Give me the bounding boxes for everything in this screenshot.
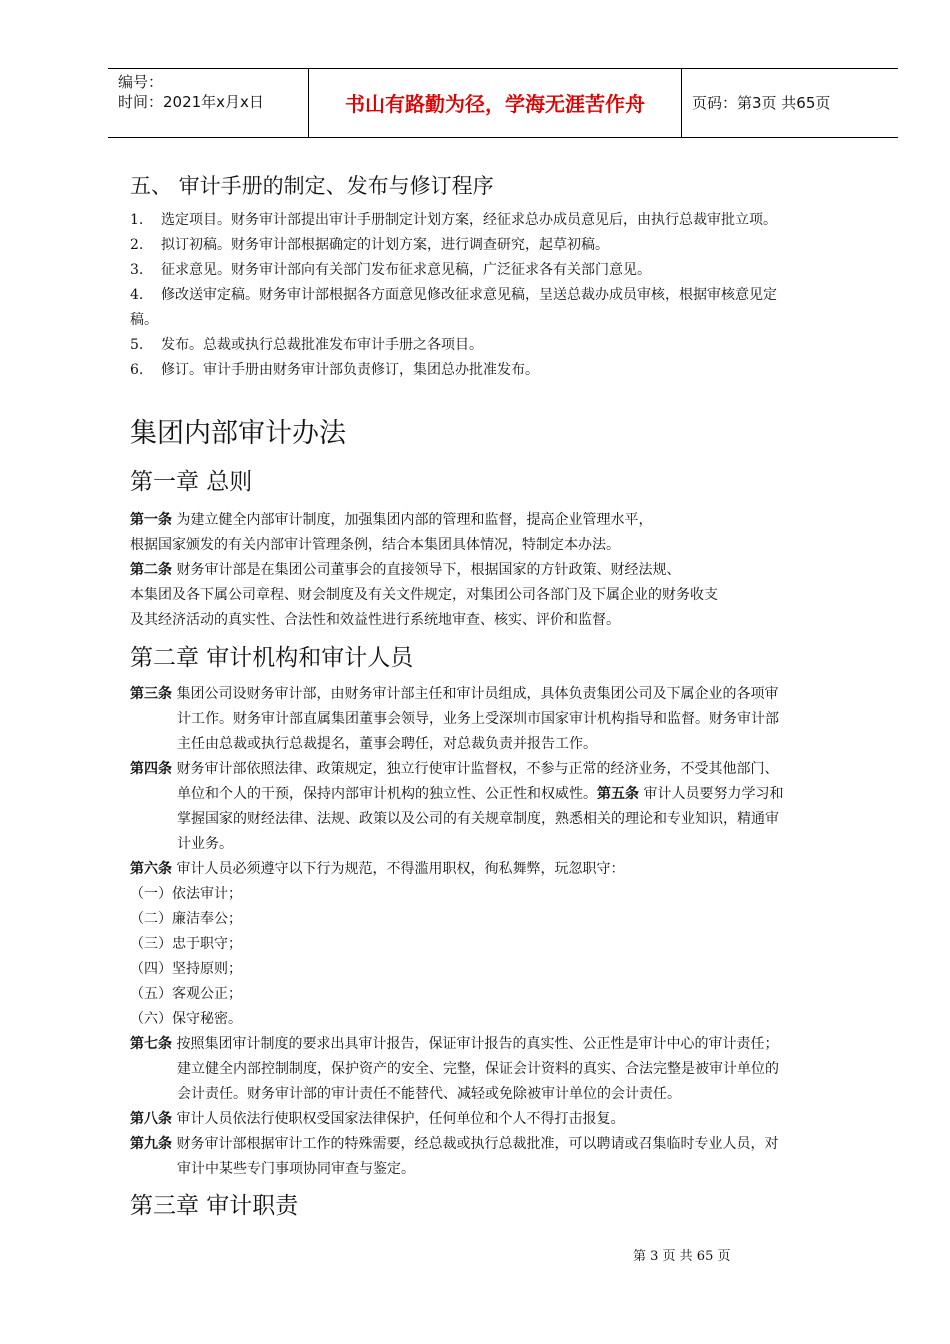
list-item: （三）忠于职守； (130, 936, 242, 952)
article-label: 第五条 (597, 786, 639, 802)
header-page-number: 页码：第3页 共65页 (692, 94, 831, 112)
article-text: 本集团及各下属公司章程、财会制度及有关文件规定，对集团公司各部门及下属企业的财务收支 (130, 587, 718, 603)
article-text: 会计责任。财务审计部的审计责任不能替代、减轻或免除被审计单位的会计责任。 (177, 1086, 681, 1102)
numbered-list (130, 208, 875, 383)
list-item: 1. 选定项目。财务审计部提出审计手册制定计划方案，经征求总办成员意见后，由执行总裁审批立项。 (130, 212, 777, 228)
header-page-cell (682, 69, 898, 137)
document-date: 时间：2021年x月x日 (118, 93, 264, 111)
article-text: 计工作。财务审计部直属集团董事会领导，业务上受深圳市国家审计机构指导和监督。财务审计部 (177, 711, 779, 727)
list-item: 2. 拟订初稿。财务审计部根据确定的计划方案，进行调查研究，起草初稿。 (130, 237, 609, 253)
article-1: 第一条 为建立健全内部审计制度，加强集团内部的管理和监督，提高企业管理水平， (130, 512, 653, 528)
chapter-heading: 第一章 总则 (130, 469, 253, 495)
list-item: 3. 征求意见。财务审计部向有关部门发布征求意见稿，广泛征求各有关部门意见。 (130, 262, 651, 278)
article-7: 第七条 按照集团审计制度的要求出具审计报告，保证审计报告的真实性、公正性是审计中心的审计责任； (130, 1036, 779, 1052)
article-text: 计业务。 (177, 836, 233, 852)
page-header (108, 68, 898, 138)
chapter-heading: 第二章 审计机构和审计人员 (130, 645, 414, 671)
list-item: （二）廉洁奉公； (130, 911, 242, 927)
list-item: （六）保守秘密。 (130, 1011, 242, 1027)
article-6: 第六条 审计人员必须遵守以下行为规范，不得滥用职权，徇私舞弊，玩忽职守： (130, 861, 625, 877)
chapter1-body (130, 508, 875, 633)
article-label: 第三条 (130, 686, 172, 702)
chapter-heading: 第三章 审计职责 (130, 1193, 299, 1219)
article-text: 建立健全内部控制制度，保护资产的安全、完整，保证会计资料的真实、合法完整是被审计单位的 (177, 1061, 779, 1077)
header-meta-cell (108, 69, 309, 137)
page-footer: 第 3 页 共 65 页 (633, 1249, 731, 1264)
list-item: （四）坚持原则； (130, 961, 242, 977)
article-text: 及其经济活动的真实性、合法性和效益性进行系统地审查、核实、评价和监督。 (130, 612, 620, 628)
article-label: 第九条 (130, 1136, 172, 1152)
header-motto-cell (309, 69, 682, 137)
article-text: 审计中某些专门事项协同审查与鉴定。 (177, 1161, 415, 1177)
article-label: 第四条 (130, 761, 172, 777)
document-title: 集团内部审计办法 (130, 418, 346, 449)
article-label: 第六条 (130, 861, 172, 877)
article-text: 主任由总裁或执行总裁提名，董事会聘任，对总裁负责并报告工作。 (177, 736, 597, 752)
article-9: 第九条 财务审计部根据审计工作的特殊需要，经总裁或执行总裁批准，可以聘请或召集临时专业人员，对 (130, 1136, 779, 1152)
article-label: 第七条 (130, 1036, 172, 1052)
document-number: 编号： (118, 73, 164, 91)
article-text: 掌握国家的财经法律、法规、政策以及公司的有关规章制度，熟悉相关的理论和专业知识，精通审 (177, 811, 779, 827)
article-label: 第二条 (130, 562, 172, 578)
header-motto: 书山有路勤为径，学海无涯苦作舟 (345, 92, 645, 116)
article-text: 单位和个人的干预，保持内部审计机构的独立性、公正性和权威性。第五条 审计人员要努力学习和 (177, 786, 784, 802)
list-item: （一）依法审计； (130, 886, 242, 902)
article-4: 第四条 财务审计部依照法律、政策规定，独立行使审计监督权，不参与正常的经济业务，不受其他部门、 (130, 761, 779, 777)
article-label: 第八条 (130, 1111, 172, 1127)
article-text: 根据国家颁发的有关内部审计管理条例，结合本集团具体情况，特制定本办法。 (130, 537, 620, 553)
list-item: 6. 修订。审计手册由财务审计部负责修订，集团总办批准发布。 (130, 362, 539, 378)
section-heading: 五、 审计手册的制定、发布与修订程序 (130, 174, 494, 198)
chapter2-body (130, 682, 875, 1182)
list-item-continuation: 稿。 (130, 312, 158, 328)
article-2: 第二条 财务审计部是在集团公司董事会的直接领导下，根据国家的方针政策、财经法规、 (130, 562, 681, 578)
article-label: 第一条 (130, 512, 172, 528)
list-item: 5. 发布。总裁或执行总裁批准发布审计手册之各项目。 (130, 337, 483, 353)
list-item: 4. 修改送审定稿。财务审计部根据各方面意见修改征求意见稿，呈送总裁办成员审核，根据审核意见定 (130, 287, 777, 303)
article-8: 第八条 审计人员依法行使职权受国家法律保护，任何单位和个人不得打击报复。 (130, 1111, 625, 1127)
list-item: （五）客观公正； (130, 986, 242, 1002)
article-3: 第三条 集团公司设财务审计部，由财务审计部主任和审计员组成，具体负责集团公司及下属企业的各项审 (130, 686, 779, 702)
